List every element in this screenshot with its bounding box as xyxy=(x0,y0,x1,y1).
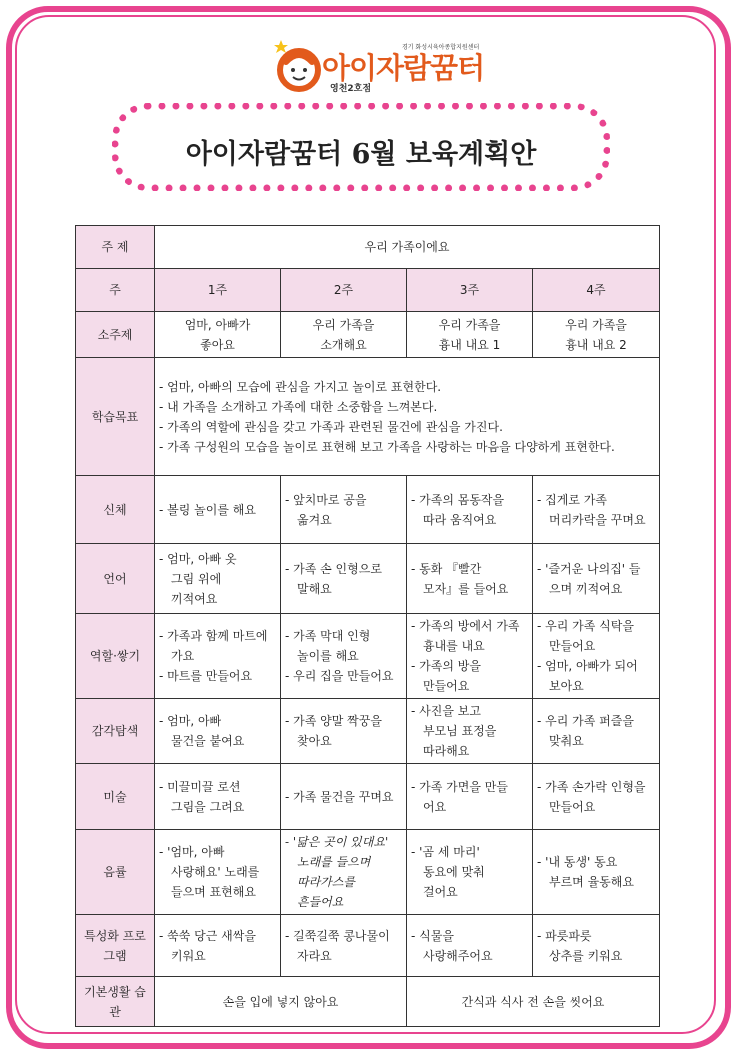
goal-item: - 내 가족을 소개하고 가족에 대한 소중함을 느껴본다. xyxy=(159,399,438,414)
activity-line: - 우리 집을 만들어요 xyxy=(285,669,394,683)
subtheme-cell xyxy=(155,312,281,358)
activity-line: - 미끌미끌 로션 xyxy=(159,779,241,794)
activity-line: 걸어요 xyxy=(423,885,458,899)
line: 흉내 내요 1 xyxy=(438,337,501,352)
activity-line: - 마트를 만들어요 xyxy=(159,669,253,683)
logo-org: 경기 화성시육아종합지원센터 xyxy=(402,44,480,51)
activity-line: 들으며 표현해요 xyxy=(171,885,256,899)
activity-line: - 가족 막대 인형 xyxy=(285,629,371,643)
line: 엄마, 아빠가 xyxy=(184,317,251,332)
activity-line: 가요 xyxy=(171,649,195,663)
activity-cell xyxy=(281,544,407,614)
activity-line: - '닮은 곳이 있대요' xyxy=(285,835,389,849)
logo xyxy=(272,36,502,96)
line: 소개해요 xyxy=(320,337,367,352)
child-face-icon xyxy=(272,36,324,94)
goals-row xyxy=(76,358,660,476)
activity-line: - 파릇파릇 xyxy=(537,928,592,943)
activity-line: - 식물을 xyxy=(411,928,454,943)
goal-item: - 가족의 역할에 관심을 갖고 가족과 관련된 물건에 관심을 가진다. xyxy=(159,419,503,434)
activity-line: 끼적여요 xyxy=(171,591,218,606)
theme-label: 주 제 xyxy=(76,226,155,269)
line: 흉내 내요 2 xyxy=(565,337,627,352)
activity-line: 흔들어요 xyxy=(297,895,344,909)
activity-cell xyxy=(155,699,281,764)
activity-label: 특성화 프로그램 xyxy=(76,915,155,977)
activity-line: 으며 끼적여요 xyxy=(549,581,623,596)
activity-line: 어요 xyxy=(423,799,447,814)
habit-left: 손을 입에 넣지 않아요 xyxy=(155,977,407,1027)
activity-line: 상추를 키워요 xyxy=(549,948,623,963)
activity-line: - 집게로 가족 xyxy=(537,492,607,507)
activity-line: - 사진을 보고 xyxy=(411,704,481,718)
activity-line: - 가족 양말 짝꿍을 xyxy=(285,714,382,728)
activity-line: 따라 움직여요 xyxy=(423,512,497,527)
activity-cell xyxy=(533,544,660,614)
logo-brand: 아이자람꿈터 xyxy=(322,51,485,85)
activity-line: - 엄마, 아빠 xyxy=(159,714,222,728)
activity-cell xyxy=(155,544,281,614)
activity-cell xyxy=(407,764,533,830)
activity-cell xyxy=(407,915,533,977)
activity-cell xyxy=(533,476,660,544)
activity-line: 따라해요 xyxy=(423,744,470,758)
activity-line: 그림을 그려요 xyxy=(171,799,245,814)
activity-line: - '곰 세 마리' xyxy=(411,845,480,859)
activity-cell xyxy=(281,614,407,699)
goal-item: - 가족 구성원의 모습을 놀이로 표현해 보고 가족을 사랑하는 마음을 다양하게 표현한다. xyxy=(159,439,615,454)
activity-line: 사랑해주어요 xyxy=(423,948,493,963)
activity-label: 음률 xyxy=(76,830,155,915)
activity-cell xyxy=(407,699,533,764)
activity-cell xyxy=(407,614,533,699)
activity-cell xyxy=(155,614,281,699)
activity-line: - 우리 가족 퍼즐을 xyxy=(537,714,634,728)
activity-line: - 동화 『빨간 xyxy=(411,561,482,576)
activity-line: - 길쭉길쭉 콩나물이 xyxy=(285,928,390,943)
week-3: 3주 xyxy=(407,269,533,312)
activity-cell xyxy=(407,830,533,915)
habit-right: 간식과 식사 전 손을 씻어요 xyxy=(407,977,660,1027)
activity-line: 모자』를 들어요 xyxy=(423,581,509,596)
activity-line: 머리카락을 꾸며요 xyxy=(549,512,646,527)
line: 우리 가족을 xyxy=(438,317,501,332)
activity-line: 보아요 xyxy=(549,679,584,693)
activity-line: 사랑해요' 노래를 xyxy=(171,865,260,879)
goal-item: - 엄마, 아빠의 모습에 관심을 가지고 놀이로 표현한다. xyxy=(159,379,442,394)
activity-cell xyxy=(155,830,281,915)
activity-row xyxy=(76,764,660,830)
activity-cell xyxy=(155,476,281,544)
line: 우리 가족을 xyxy=(565,317,627,332)
activity-line: 부모님 표정을 xyxy=(423,724,497,738)
activity-cell xyxy=(281,476,407,544)
activity-cell xyxy=(281,699,407,764)
activity-line: 그림 위에 xyxy=(171,571,222,586)
activity-line: 키워요 xyxy=(171,948,206,963)
activity-line: 물건을 붙여요 xyxy=(171,734,245,748)
theme-row xyxy=(76,226,660,269)
activity-line: - 가족의 방에서 가족 xyxy=(411,619,520,633)
subtheme-cell xyxy=(407,312,533,358)
activity-cell xyxy=(533,614,660,699)
activity-line: - 쑥쑥 당근 새싹을 xyxy=(159,928,256,943)
activity-line: 말해요 xyxy=(297,581,332,596)
activity-line: 동요에 맞춰 xyxy=(423,865,485,879)
week-label: 주 xyxy=(76,269,155,312)
activity-cell xyxy=(281,915,407,977)
line: 우리 가족을 xyxy=(312,317,375,332)
activity-line: - 가족의 몸동작을 xyxy=(411,492,505,507)
activity-line: - 가족 손 인형으로 xyxy=(285,561,382,576)
line: 좋아요 xyxy=(200,337,235,352)
activity-cell xyxy=(533,830,660,915)
activity-cell xyxy=(155,764,281,830)
activity-line: 놀이를 해요 xyxy=(297,649,359,663)
activity-line: - 가족 물건을 꾸며요 xyxy=(285,789,394,804)
activity-line: - '즐거운 나의집' 들 xyxy=(537,561,641,576)
activity-row xyxy=(76,544,660,614)
activity-line: 만들어요 xyxy=(549,799,596,814)
subtheme-row xyxy=(76,312,660,358)
activity-cell xyxy=(281,764,407,830)
activity-line: 자라요 xyxy=(297,948,332,963)
activity-line: 만들어요 xyxy=(423,679,470,693)
activity-cell xyxy=(533,699,660,764)
week-2: 2주 xyxy=(281,269,407,312)
plan-table xyxy=(75,225,660,1027)
week-1: 1주 xyxy=(155,269,281,312)
activity-line: 흉내를 내요 xyxy=(423,639,485,653)
subtheme-cell xyxy=(533,312,660,358)
activity-line: - 가족과 함께 마트에 xyxy=(159,629,268,643)
activity-cell xyxy=(155,915,281,977)
activity-label: 역할·쌓기 xyxy=(76,614,155,699)
activity-label: 감각탐색 xyxy=(76,699,155,764)
activity-cell xyxy=(281,830,407,915)
activity-line: 부르며 율동해요 xyxy=(549,875,634,889)
activity-line: - 가족 손가락 인형을 xyxy=(537,779,646,794)
activity-cell xyxy=(407,476,533,544)
activity-line: - 볼링 놀이를 해요 xyxy=(159,502,256,517)
activity-line: - 앞치마로 공을 xyxy=(285,492,367,507)
week-row xyxy=(76,269,660,312)
activity-cell xyxy=(533,915,660,977)
activity-row xyxy=(76,699,660,764)
subtheme-cell xyxy=(281,312,407,358)
activity-row xyxy=(76,614,660,699)
activity-line: - 가족의 방을 xyxy=(411,659,481,673)
activity-line: - 엄마, 아빠 옷 xyxy=(159,551,237,566)
logo-branch: 영천2호점 xyxy=(330,84,372,94)
activity-row xyxy=(76,915,660,977)
activity-line: - 엄마, 아빠가 되어 xyxy=(537,659,638,673)
activity-row xyxy=(76,830,660,915)
activity-line: 만들어요 xyxy=(549,639,596,653)
activity-line: 옮겨요 xyxy=(297,512,332,527)
habits-label: 기본생활 습관 xyxy=(76,977,155,1027)
page-title: 아이자람꿈터 6월 보육계획안 xyxy=(185,139,537,170)
goals-cell xyxy=(155,358,660,476)
activity-line: - '내 동생' 동요 xyxy=(537,855,618,869)
theme-value: 우리 가족이에요 xyxy=(155,226,660,269)
activity-cell xyxy=(533,764,660,830)
activity-line: - 가족 가면을 만들 xyxy=(411,779,508,794)
title-box xyxy=(112,103,610,191)
activity-cell xyxy=(407,544,533,614)
activity-line: 찾아요 xyxy=(297,734,332,748)
activity-label: 미술 xyxy=(76,764,155,830)
subtheme-label: 소주제 xyxy=(76,312,155,358)
activity-label: 신체 xyxy=(76,476,155,544)
week-4: 4주 xyxy=(533,269,660,312)
activity-line: 따라가스를 xyxy=(297,875,355,889)
goals-label: 학습목표 xyxy=(76,358,155,476)
habits-row xyxy=(76,977,660,1027)
activity-line: - 우리 가족 식탁을 xyxy=(537,619,634,633)
activity-line: - '엄마, 아빠 xyxy=(159,845,225,859)
activity-line: 맞춰요 xyxy=(549,734,584,748)
activity-line: 노래를 들으며 xyxy=(297,855,371,869)
activity-label: 언어 xyxy=(76,544,155,614)
activity-row xyxy=(76,476,660,544)
